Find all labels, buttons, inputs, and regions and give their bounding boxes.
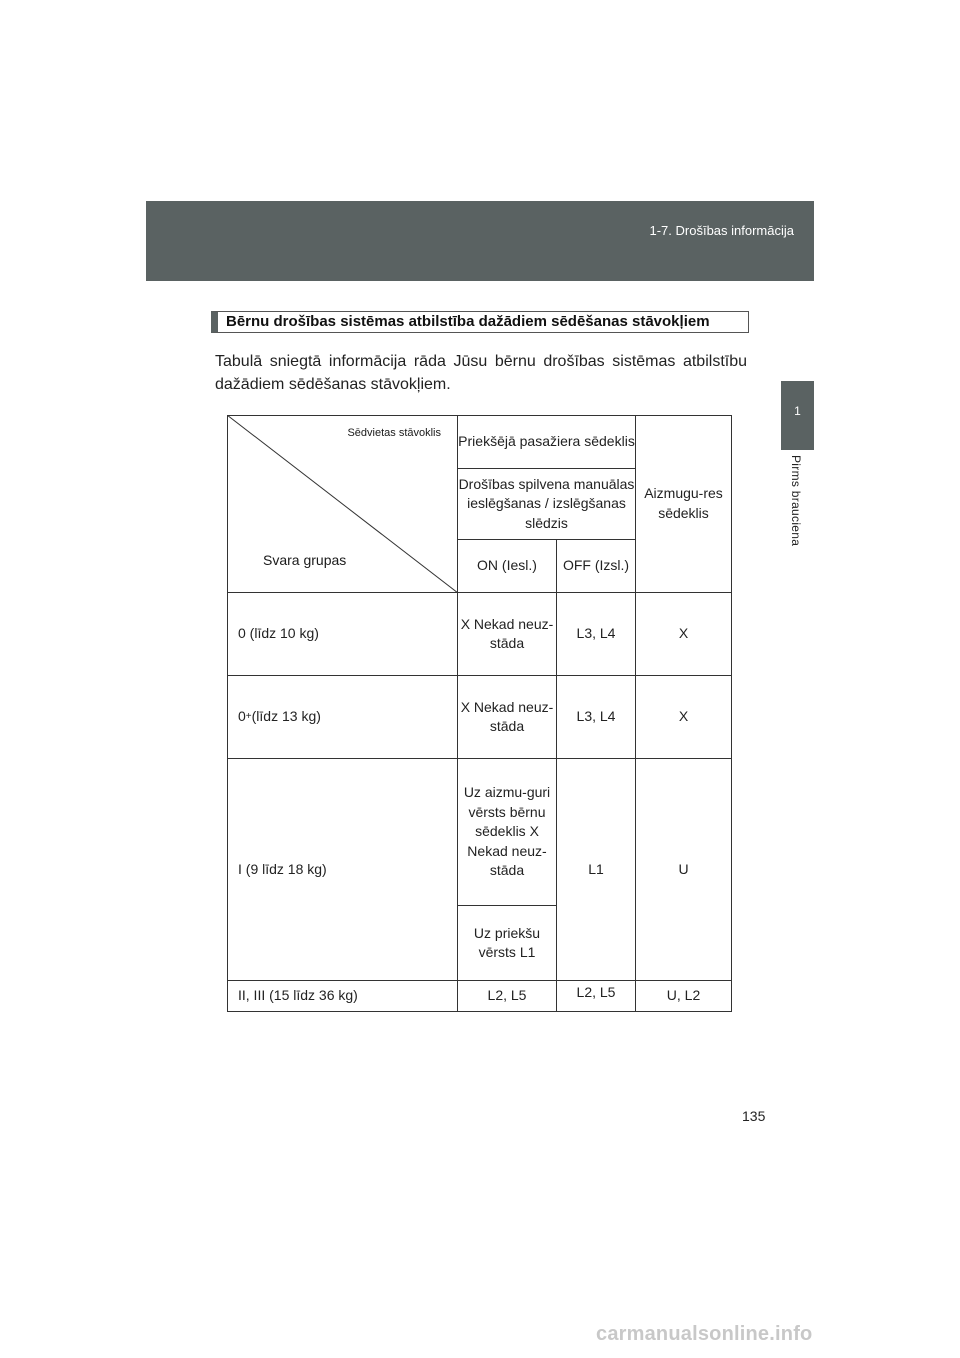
- table-cell-on: X Nekad neuz-stāda: [458, 676, 557, 759]
- table-cell-on-forward-facing: Uz priekšu vērsts L1: [458, 906, 557, 981]
- table-cell-rear: X: [636, 676, 732, 759]
- seat-position-label: Sēdvietas stāvoklis: [347, 427, 441, 439]
- section-title: 1-7. Drošības informācija: [649, 223, 794, 238]
- table-row-group: I (9 līdz 18 kg): [227, 759, 458, 981]
- on-header: ON (Iesl.): [458, 540, 557, 593]
- chapter-number-tab[interactable]: 1: [781, 381, 814, 450]
- table-cell-rear: U, L2: [636, 981, 732, 1012]
- table-cell-off: L2, L5: [557, 981, 636, 1012]
- table-corner-cell: [227, 415, 458, 593]
- rear-seat-header: Aizmugu-res sēdeklis: [636, 415, 732, 593]
- off-header: OFF (Izsl.): [557, 540, 636, 593]
- table-cell-off: L3, L4: [557, 676, 636, 759]
- header-band: [146, 201, 814, 281]
- group-rest: (līdz 13 kg): [251, 708, 321, 725]
- front-seat-header: Priekšējā pasažiera sēdeklis: [458, 415, 636, 469]
- intro-text: Tabulā sniegtā informācija rāda Jūsu bērnu drošības sistēmas atbilstību dažādiem sēdēšanas stāvokļiem.: [215, 353, 747, 393]
- table-cell-off: L3, L4: [557, 593, 636, 676]
- section-heading: Bērnu drošības sistēmas atbilstība dažādiem sēdēšanas stāvokļiem: [211, 311, 749, 333]
- table-row-group: 0 + (līdz 13 kg): [227, 676, 458, 759]
- table-cell-on: L2, L5: [458, 981, 557, 1012]
- group-base: 0: [238, 708, 246, 725]
- page-number: 135: [742, 1108, 766, 1124]
- site-watermark[interactable]: carmanualsonline.info: [596, 1323, 813, 1345]
- table-cell-on: X Nekad neuz-stāda: [458, 593, 557, 676]
- airbag-switch-header: Drošības spilvena manuālas ieslēgšanas / izslēgšanas slēdzis: [458, 469, 636, 540]
- table-row-group: II, III (15 līdz 36 kg): [227, 981, 458, 1012]
- table-cell-rear: X: [636, 593, 732, 676]
- table-cell-rear: U: [636, 759, 732, 981]
- table-cell-on-rear-facing: Uz aizmu-guri vērsts bērnu sēdeklis X Nekad neuz-stāda: [458, 759, 557, 906]
- table-row-group: 0 (līdz 10 kg): [227, 593, 458, 676]
- table-cell-off: L1: [557, 759, 636, 981]
- weight-groups-label: Svara grupas: [263, 552, 347, 568]
- chapter-title: Pirms brauciena: [789, 455, 803, 547]
